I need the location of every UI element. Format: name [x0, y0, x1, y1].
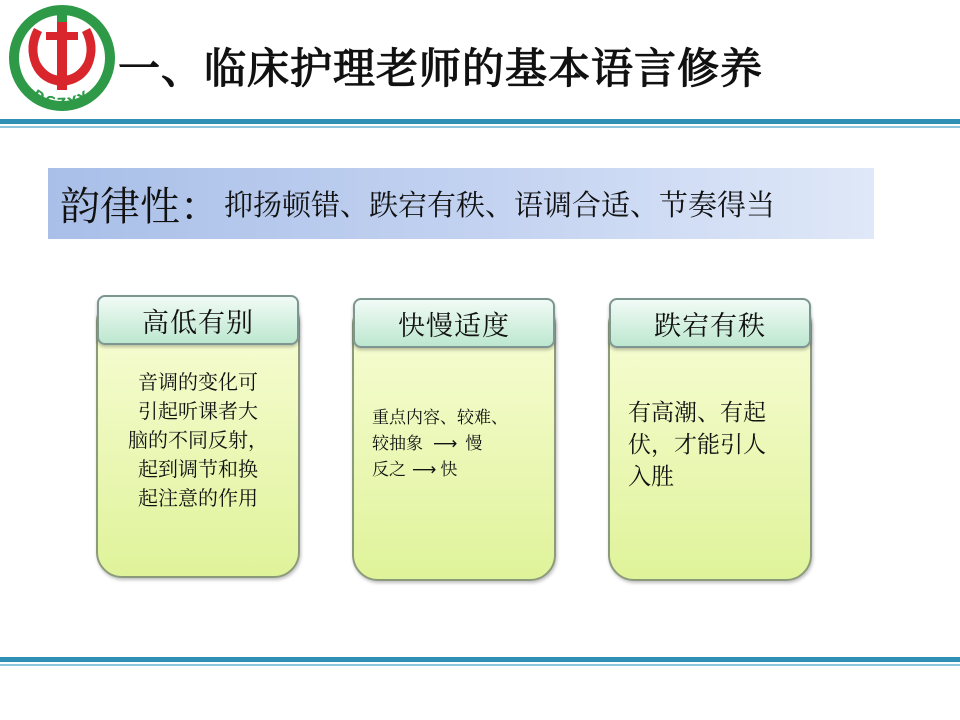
card-line: 有高潮、有起 [628, 400, 766, 426]
card-title: 快慢适度 [353, 298, 555, 348]
card-body [628, 397, 806, 493]
card-pace [352, 299, 556, 581]
card-rhythm [608, 299, 812, 581]
card-line [372, 457, 548, 483]
card-text: 较抽象 [372, 434, 423, 454]
page-title: 一、临床护理老师的基本语言修养 [118, 44, 764, 93]
card-line: 音调的变化可 [138, 370, 258, 394]
logo-text: DGZYY [29, 87, 95, 112]
card-text: 慢 [465, 434, 483, 454]
arrow-right-icon: ⟶ [433, 434, 456, 454]
card-title: 跌宕有秩 [609, 298, 811, 348]
footer-divider [0, 657, 960, 666]
card-line: 起到调节和换 [138, 457, 258, 481]
svg-text:DGZYY [30, 87, 94, 111]
card-line: 入胜 [628, 464, 674, 490]
card-line: 伏，才能引人 [628, 432, 766, 458]
topic-banner [48, 168, 874, 239]
card-text: 快 [440, 460, 458, 480]
card-line [372, 431, 548, 457]
card-body [372, 405, 548, 483]
card-line: 引起听课者大 [138, 399, 258, 423]
card-title: 高低有别 [97, 295, 299, 345]
card-pitch-variation [96, 296, 300, 578]
card-line: 起注意的作用 [138, 486, 258, 510]
banner-text: 抑扬顿错、跌宕有秩、语调合适、节奏得当 [224, 188, 776, 222]
hospital-logo [4, 2, 120, 118]
arrow-right-icon: ⟶ [412, 460, 435, 480]
card-body [104, 368, 292, 513]
card-text: 反之 [372, 460, 406, 480]
card-line: 脑的不同反射， [128, 428, 268, 452]
banner-heading: 韵律性： [60, 184, 220, 230]
header-divider [0, 119, 960, 128]
card-line: 重点内容、较难、 [372, 408, 508, 428]
